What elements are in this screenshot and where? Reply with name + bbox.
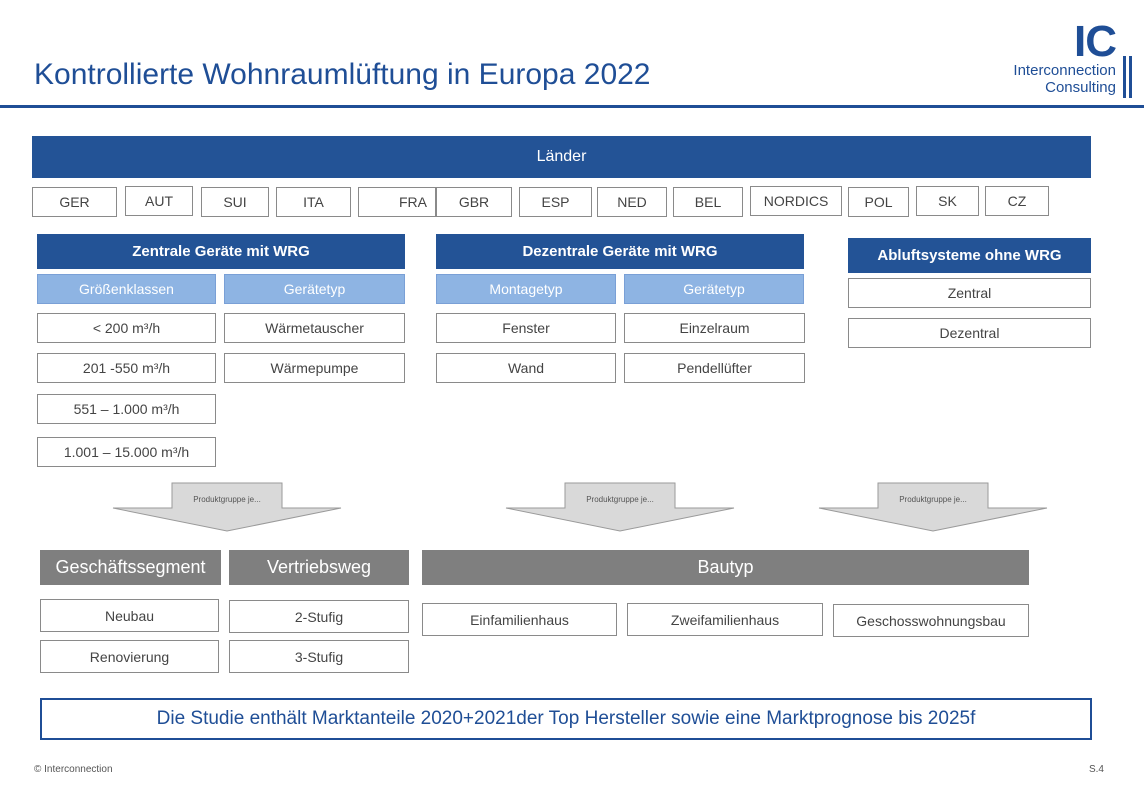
abluft-box: Zentral (848, 278, 1091, 308)
copyright: © Interconnection (34, 764, 113, 775)
dezentral-header: Dezentrale Geräte mit WRG (436, 234, 804, 269)
segment-header: Geschäftssegment (40, 550, 221, 585)
country-box: AUT (125, 186, 193, 216)
logo-text-line1: Interconnection (1013, 62, 1116, 79)
laender-header: Länder (32, 136, 1091, 178)
logo-bar (1123, 56, 1126, 98)
logo-bar (1129, 56, 1132, 98)
device-type-box: Einzelraum (624, 313, 805, 343)
vertrieb-header: Vertriebsweg (229, 550, 409, 585)
dezentral-sub-montagetyp: Montagetyp (436, 274, 616, 304)
study-note: Die Studie enthält Marktanteile 2020+2021der Top Hersteller sowie eine Marktprognose bis 2025f (40, 698, 1092, 740)
vertrieb-box: 2-Stufig (229, 600, 409, 633)
country-box: ESP (519, 187, 592, 217)
device-type-box: Wärmetauscher (224, 313, 405, 343)
mounting-type-box: Wand (436, 353, 616, 383)
abluft-box: Dezentral (848, 318, 1091, 348)
country-box: GER (32, 187, 117, 217)
arrow-label: Produktgruppe je... (193, 494, 261, 504)
size-class-box: 201 -550 m³/h (37, 353, 216, 383)
country-box: SK (916, 186, 979, 216)
country-box: GBR (436, 187, 512, 217)
bautyp-header: Bautyp (422, 550, 1029, 585)
country-box: FRA (358, 187, 436, 217)
country-box: NORDICS (750, 186, 842, 216)
segment-box: Renovierung (40, 640, 219, 673)
arrow-label: Produktgruppe je... (586, 494, 654, 504)
page-number: S.4 (1088, 764, 1104, 775)
segment-box: Neubau (40, 599, 219, 632)
zentral-header: Zentrale Geräte mit WRG (37, 234, 405, 269)
country-box: NED (597, 187, 667, 217)
vertrieb-box: 3-Stufig (229, 640, 409, 673)
country-box: CZ (985, 186, 1049, 216)
country-box: SUI (201, 187, 269, 217)
bautyp-box: Zweifamilienhaus (627, 603, 823, 636)
page-title: Kontrollierte Wohnraumlüftung in Europa 2022 (34, 58, 651, 91)
title-divider (0, 105, 1144, 108)
size-class-box: < 200 m³/h (37, 313, 216, 343)
size-class-box: 551 – 1.000 m³/h (37, 394, 216, 424)
size-class-box: 1.001 – 15.000 m³/h (37, 437, 216, 467)
abluft-header: Abluftsysteme ohne WRG (848, 238, 1091, 273)
device-type-box: Pendellüfter (624, 353, 805, 383)
bautyp-box: Geschosswohnungsbau (833, 604, 1029, 637)
zentral-sub-geraetetyp: Gerätetyp (224, 274, 405, 304)
country-box: ITA (276, 187, 351, 217)
device-type-box: Wärmepumpe (224, 353, 405, 383)
bautyp-box: Einfamilienhaus (422, 603, 617, 636)
logo-mark: IC (1074, 17, 1116, 66)
arrow-label: Produktgruppe je... (899, 494, 967, 504)
dezentral-sub-geraetetyp: Gerätetyp (624, 274, 804, 304)
zentral-sub-groessenklassen: Größenklassen (37, 274, 216, 304)
logo-text-line2: Consulting (1045, 79, 1116, 96)
country-box: BEL (673, 187, 743, 217)
country-box: POL (848, 187, 909, 217)
mounting-type-box: Fenster (436, 313, 616, 343)
